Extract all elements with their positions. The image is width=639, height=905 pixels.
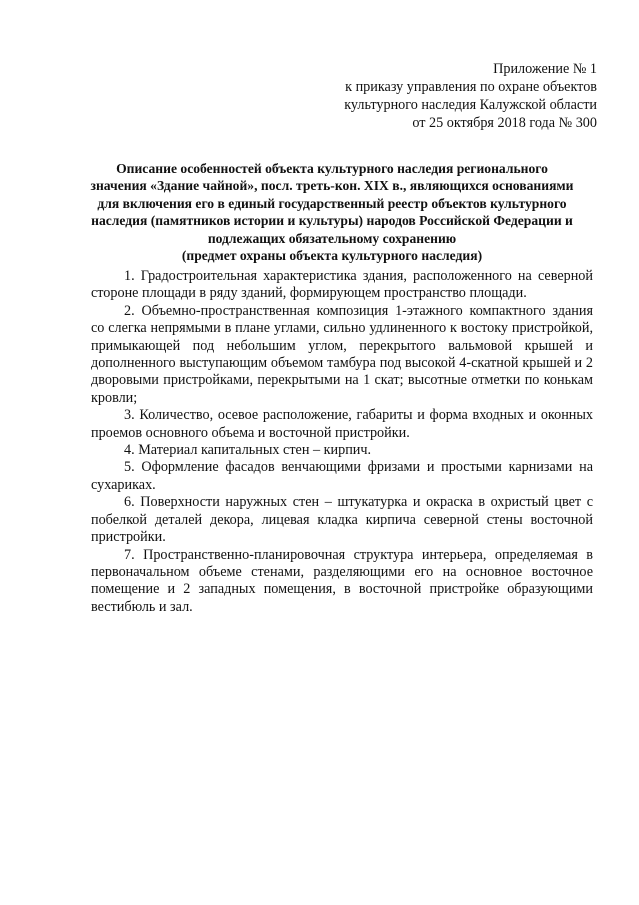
appendix-order-date: от 25 октября 2018 года № 300	[412, 115, 597, 131]
appendix-issuing-authority: культурного наследия Калужской области	[344, 97, 597, 113]
appendix-number: Приложение № 1	[493, 61, 597, 77]
document-title	[82, 160, 582, 264]
list-item: 7. Пространственно-планировочная структура интерьера, определяемая в первоначальном объеме стенами, разделяющими его на основное восточное помещение и 2 западных помещения, в восточной пристройке образующими вестибюль и зал.	[91, 546, 593, 615]
list-item: 4. Материал капитальных стен – кирпич.	[124, 442, 372, 459]
list-item: 6. Поверхности наружных стен – штукатурка и окраска в охристый цвет с побелкой деталей декора, лицевая кладка кирпича северной стены восточной пристройки.	[91, 494, 593, 546]
title-line: (предмет охраны объекта культурного наследия)	[181, 248, 483, 264]
list-item: 5. Оформление фасадов венчающими фризами и простыми карнизами на сухариках.	[91, 459, 593, 493]
list-item: 1. Градостроительная характеристика здания, расположенного на северной стороне площади в ряду зданий, формирующем пространство площади.	[91, 268, 593, 302]
document-body	[91, 268, 593, 616]
title-line: подлежащих обязательному сохранению	[207, 230, 457, 246]
title-line: наследия (памятников истории и культуры) народов Российской Федерации и	[91, 213, 573, 229]
appendix-order-reference: к приказу управления по охране объектов	[345, 79, 597, 95]
title-line: Описание особенностей объекта культурного наследия регионального	[116, 161, 548, 176]
title-line: значения «Здание чайной», посл. треть-кон. XIX в., являющихся основаниями	[90, 178, 574, 194]
title-line: для включения его в единый государственный реестр объектов культурного	[97, 195, 567, 211]
list-item: 2. Объемно-пространственная композиция 1-этажного компактного здания со слегка непрямыми в плане углами, сильно удлиненного к востоку пристройкой, примыкающей под небольшим углом, перекрытого вальмовой крышей и дополненного выступающим объемом тамбура под высокой 4-скатной крышей и 2 дворовыми пристройками, перекрытыми на 1 скат; высотные отметки по конькам кровли;	[91, 302, 593, 406]
list-item: 3. Количество, осевое расположение, габариты и форма входных и оконных проемов основного объема и восточной пристройки.	[91, 407, 593, 441]
appendix-header	[344, 60, 597, 132]
